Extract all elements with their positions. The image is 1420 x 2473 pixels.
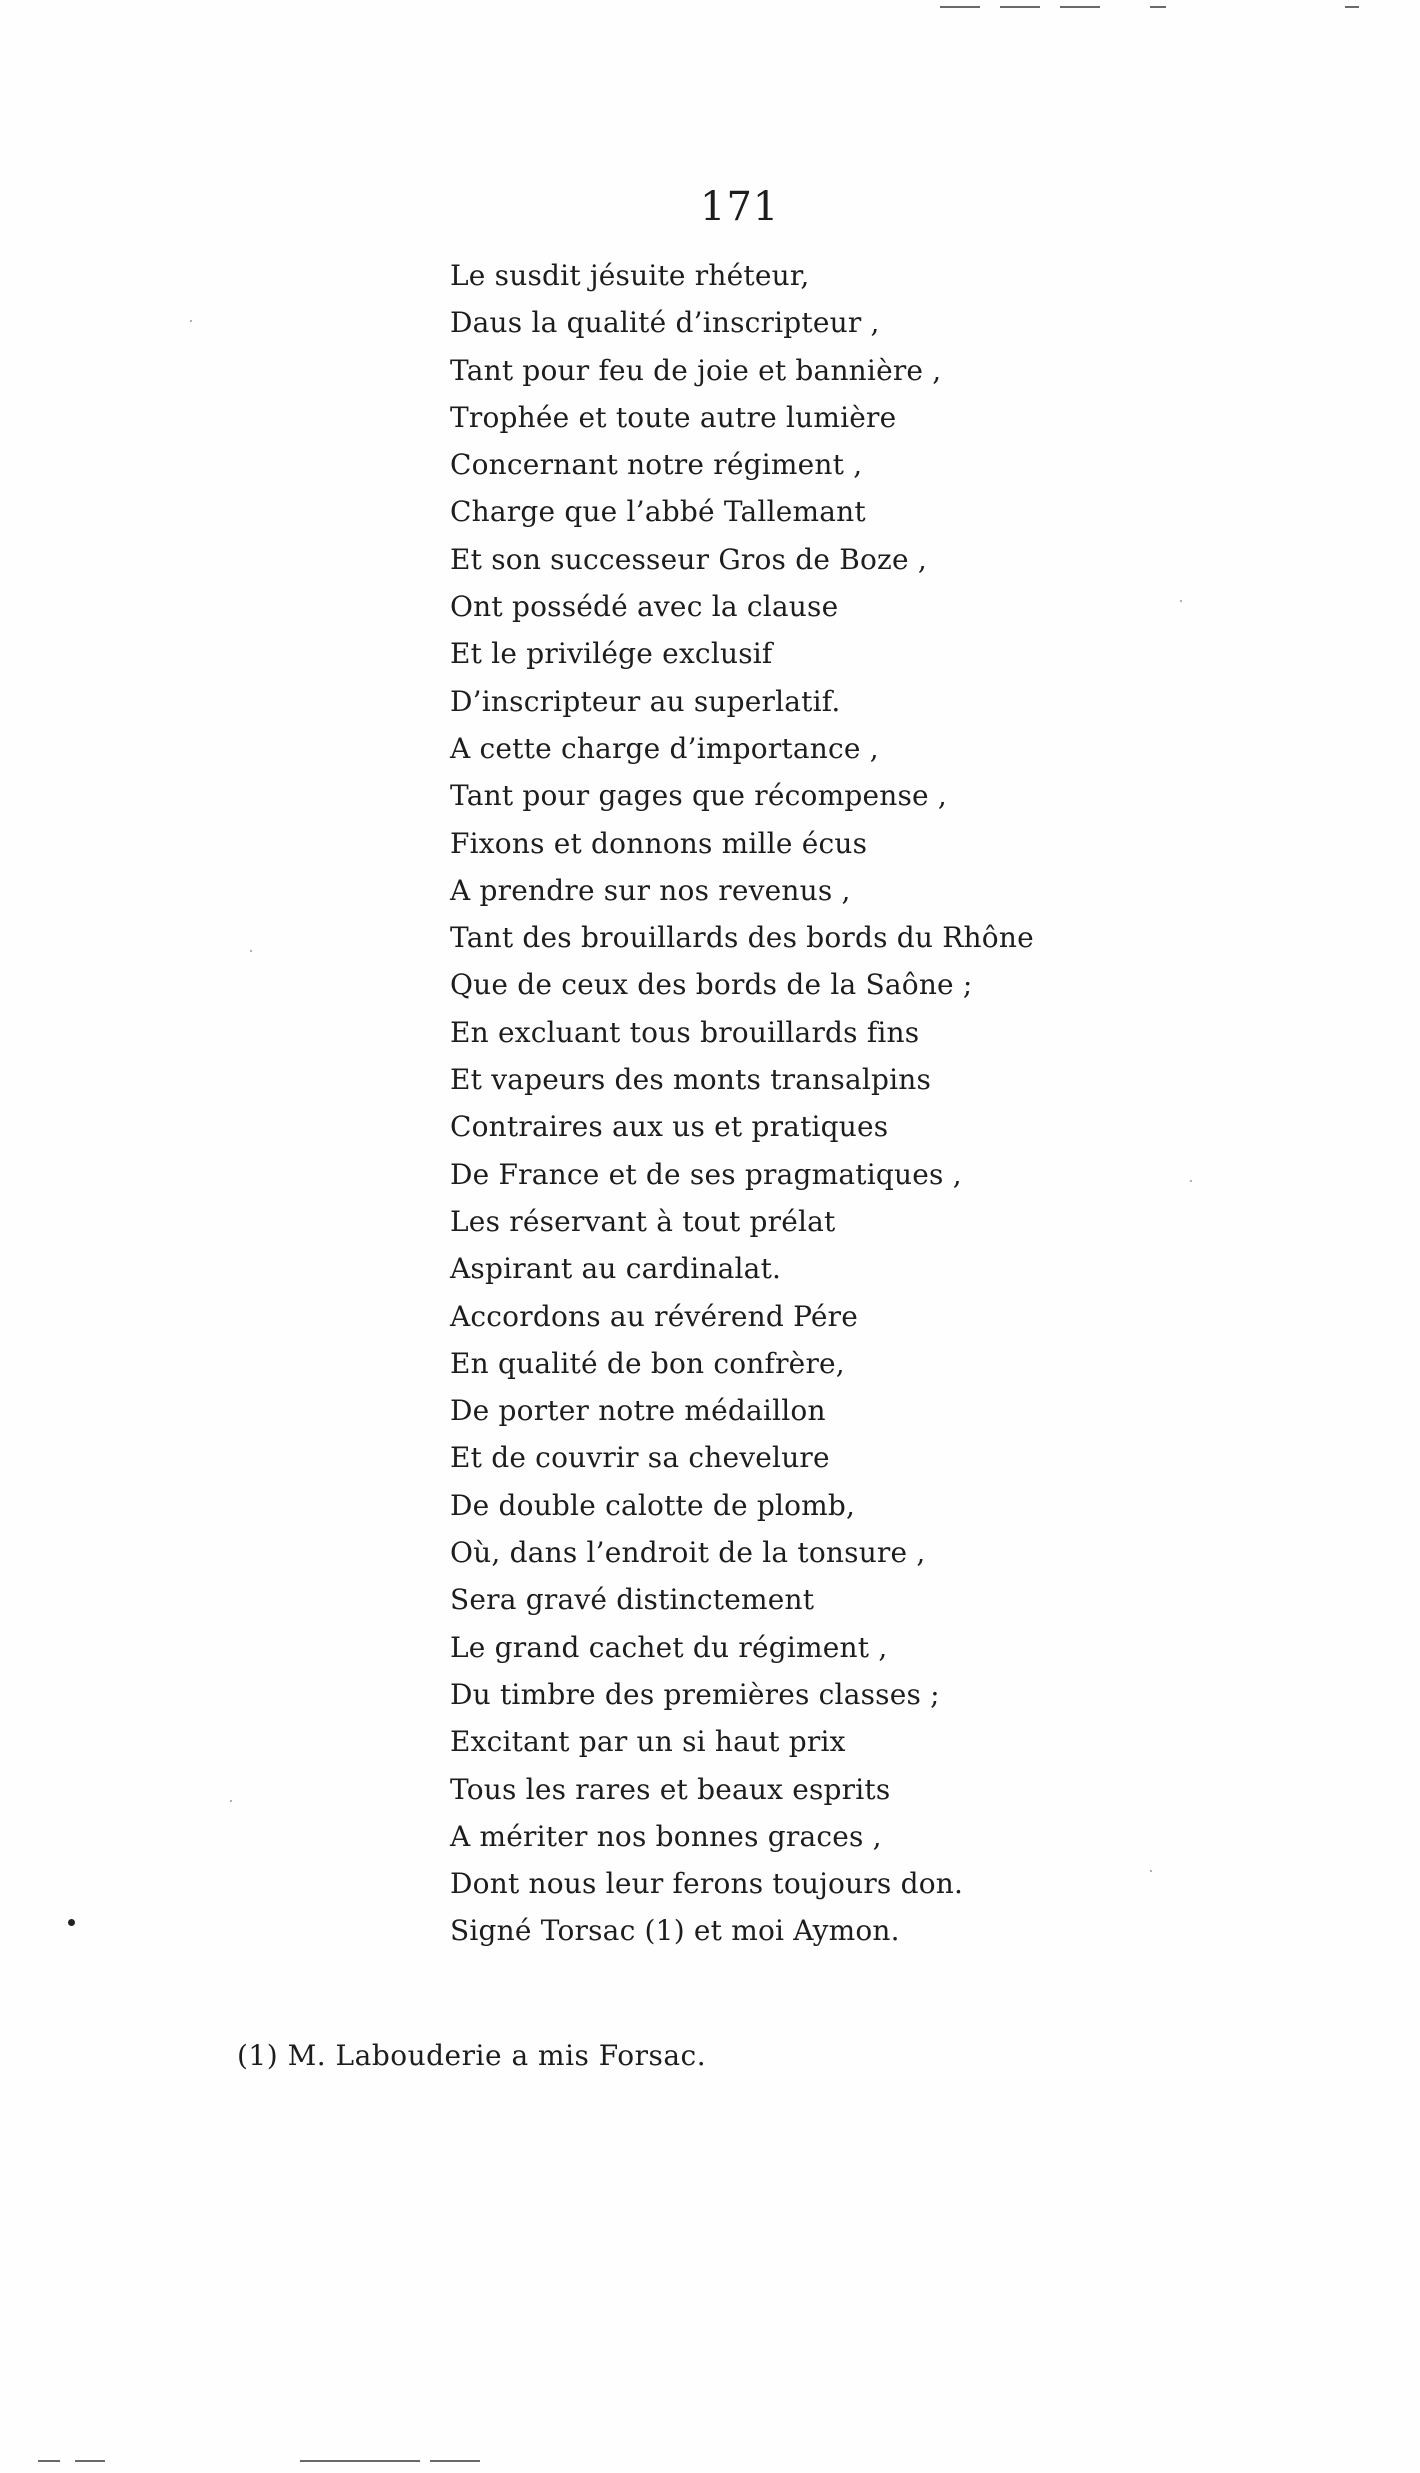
footnote: (1) M. Labouderie a mis Forsac. (237, 2039, 707, 2072)
paper-speck (230, 1800, 232, 1802)
verse-line: A prendre sur nos revenus , (450, 873, 851, 907)
scan-mark-bottom (75, 2460, 105, 2462)
verse-line: Tous les rares et beaux esprits (450, 1772, 891, 1806)
verse-line: Où, dans l’endroit de la tonsure , (450, 1536, 926, 1570)
verse-line: Et son successeur Gros de Boze , (450, 542, 927, 576)
scan-mark-bottom (300, 2460, 420, 2462)
verse-line: De double calotte de plomb, (450, 1488, 856, 1522)
paper-speck (250, 950, 252, 952)
page-number: 171 (700, 184, 780, 230)
verse-line: Sera gravé distinctement (450, 1583, 815, 1617)
verse-line: Du timbre des premières classes ; (450, 1677, 940, 1711)
paper-speck (1190, 1180, 1192, 1182)
verse-line: Et le privilége exclusif (450, 637, 773, 671)
scan-mark-top (1000, 6, 1040, 8)
verse-line: Le susdit jésuite rhéteur, (450, 259, 810, 292)
verse-line: Trophée et toute autre lumière (450, 400, 897, 434)
verse-line: De porter notre médaillon (450, 1394, 826, 1428)
verse-line: A mériter nos bonnes graces , (450, 1819, 882, 1853)
verse-line: Tant pour gages que récompense , (450, 779, 948, 813)
scan-mark-top (1060, 6, 1100, 8)
scan-mark-top (1150, 6, 1166, 8)
verse-line: En qualité de bon confrère, (450, 1346, 845, 1380)
ink-dot (68, 1919, 75, 1926)
scan-mark-bottom (38, 2460, 60, 2462)
verse-line: Et vapeurs des monts transalpins (450, 1063, 932, 1097)
verse-line: Fixons et donnons mille écus (450, 826, 868, 860)
verse-line: Les réservant à tout prélat (450, 1204, 836, 1238)
verse-line: Que de ceux des bords de la Saône ; (450, 968, 973, 1002)
verse-line: Aspirant au cardinalat. (450, 1252, 782, 1286)
verse-line: Dont nous leur ferons toujours don. (450, 1867, 964, 1901)
paper-speck (190, 320, 192, 322)
verse-line: A cette charge d’importance , (450, 731, 879, 765)
paper-speck (1150, 1870, 1152, 1872)
verse-line: De France et de ses pragmatiques , (450, 1157, 962, 1191)
verse-line: Concernant notre régiment , (450, 448, 863, 482)
scan-mark-top (1345, 6, 1359, 8)
verse-line: Signé Torsac (1) et moi Aymon. (450, 1914, 900, 1948)
verse-line: Charge que l’abbé Tallemant (450, 495, 866, 529)
verse-line: En excluant tous brouillards fins (450, 1015, 920, 1049)
verse-line: Et de couvrir sa chevelure (450, 1441, 830, 1475)
verse-line: D’inscripteur au superlatif. (450, 684, 841, 718)
paper-speck (1180, 600, 1182, 602)
scan-mark-top (940, 6, 980, 8)
verse-line: Le grand cachet du régiment , (450, 1630, 888, 1664)
verse-line: Ont possédé avec la clause (450, 590, 839, 624)
verse-line: Excitant par un si haut prix (450, 1725, 846, 1759)
verse-line: Accordons au révérend Pére (450, 1299, 859, 1333)
verse-line: Tant pour feu de joie et bannière , (450, 353, 942, 387)
verse-line: Contraires aux us et pratiques (450, 1110, 889, 1144)
verse-line: Daus la qualité d’inscripteur , (450, 306, 880, 340)
poem-text (450, 252, 1070, 1955)
verse-line: Tant des brouillards des bords du Rhône (450, 921, 1034, 955)
scan-mark-bottom (430, 2460, 480, 2462)
